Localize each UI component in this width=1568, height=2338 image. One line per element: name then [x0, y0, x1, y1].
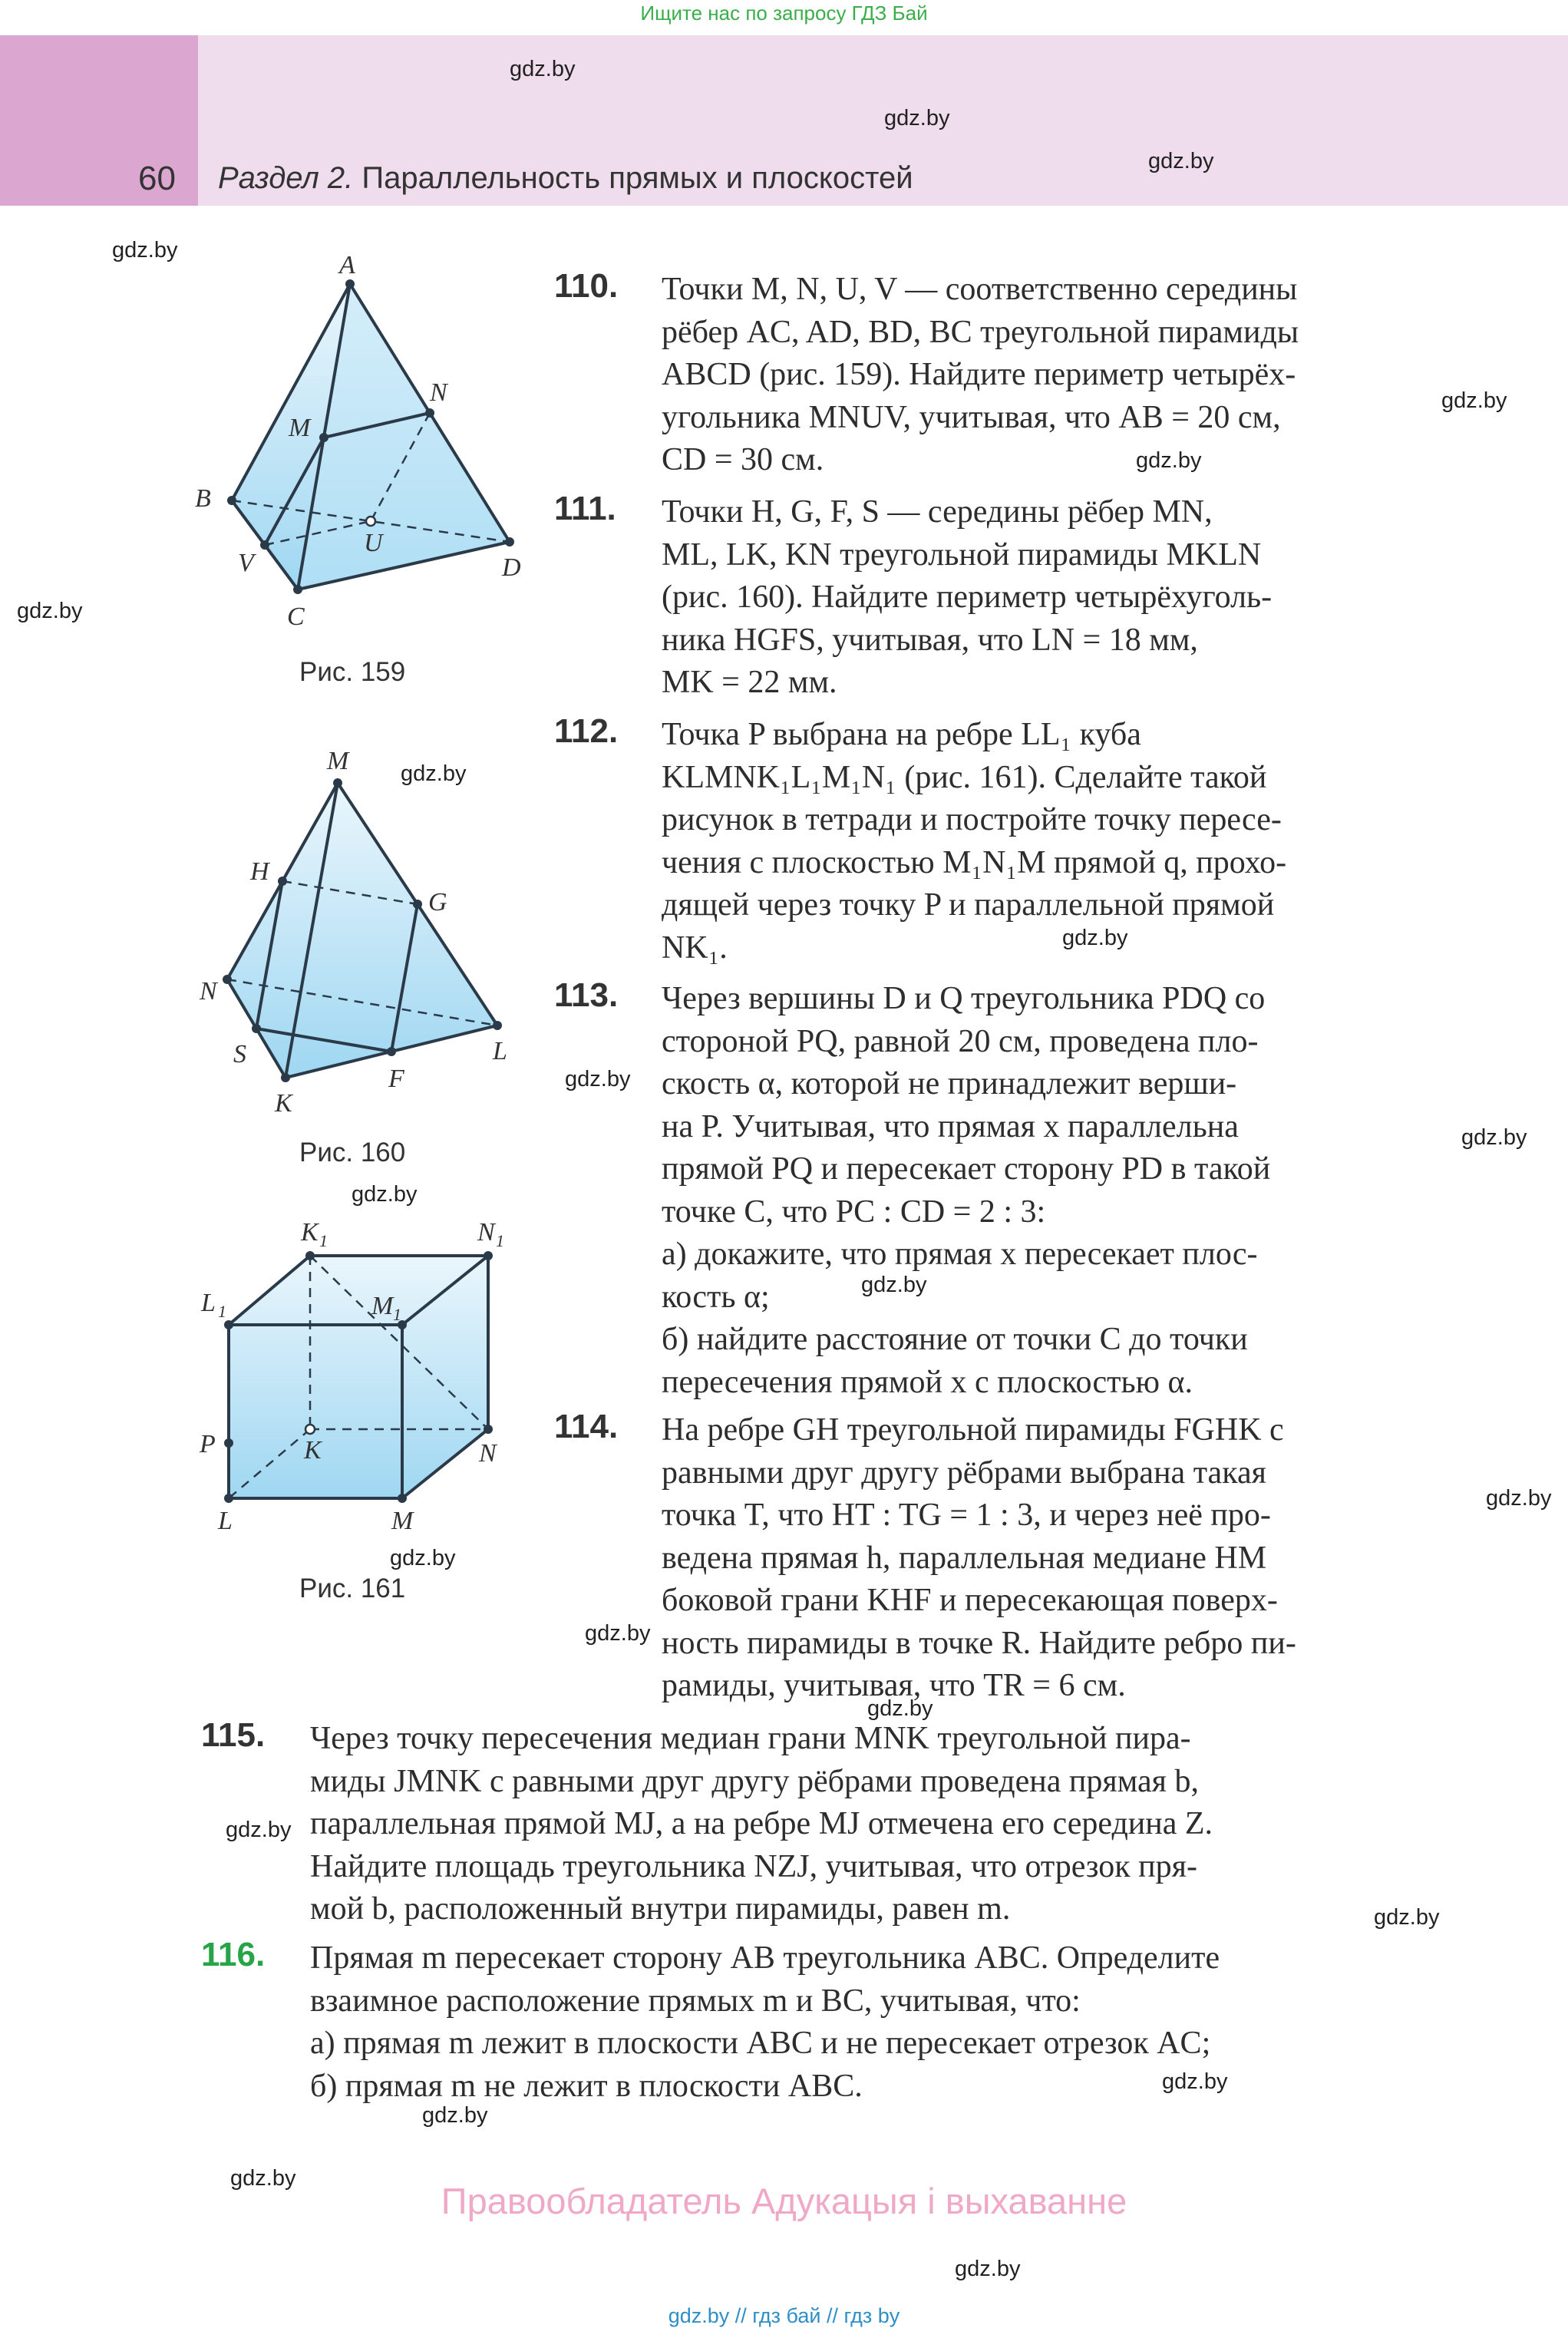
- vertex-label: S: [233, 1040, 246, 1068]
- problem-line: На ребре GH треугольной пирамиды FGHK с: [662, 1412, 1284, 1448]
- vertex-label: B: [195, 484, 211, 513]
- problem-line: б) прямая m не лежит в плоскости ABC.: [310, 2068, 863, 2104]
- vertex-label: N: [479, 1439, 497, 1468]
- problem-line: MK = 22 мм.: [662, 665, 837, 700]
- vertex-subscript: 1: [319, 1231, 328, 1250]
- problem-111-text: [662, 491, 1441, 705]
- problem-line: ника HGFS, учитывая, что LN = 18 мм,: [662, 622, 1198, 658]
- watermark: gdz.by: [861, 1273, 927, 1297]
- problem-line: на P. Учитывая, что прямая x параллельна: [662, 1108, 1239, 1144]
- figure-161: [184, 1213, 537, 1550]
- pyramid-mkln-diagram: [184, 729, 553, 1128]
- problem-line: чения с плоскостью M₁N₁M прямой q, прохо-: [662, 844, 1287, 880]
- vertex-label: V: [238, 549, 254, 577]
- vertex-label: N: [200, 977, 217, 1006]
- vertex-label: D: [502, 553, 521, 582]
- figure-160: [184, 729, 553, 1128]
- problem-line: параллельная прямой MJ, а на ребре MJ отмечена его середина Z.: [310, 1806, 1213, 1841]
- watermark: gdz.by: [17, 599, 83, 623]
- problem-114-text: [662, 1409, 1441, 1708]
- figure-159: [184, 246, 553, 645]
- vertex-subscript: 1: [496, 1231, 504, 1250]
- problem-line: CD = 30 см.: [662, 442, 824, 477]
- watermark: gdz.by: [112, 238, 178, 263]
- problem-line: равными друг другу рёбрами выбрана такая: [662, 1455, 1266, 1491]
- problem-line: б) найдите расстояние от точки C до точки: [662, 1322, 1248, 1357]
- problem-line: ведена прямая h, параллельная медиане HM: [662, 1540, 1267, 1576]
- watermark: gdz.by: [390, 1546, 456, 1570]
- watermark: gdz.by: [1374, 1905, 1440, 1930]
- cube-diagram: [184, 1213, 537, 1550]
- problem-line: ность пирамиды в точке R. Найдите ребро пи-: [662, 1625, 1296, 1661]
- vertex-label: M: [327, 747, 349, 775]
- problem-line: а) прямая m лежит в плоскости ABC и не пересекает отрезок AC;: [310, 2026, 1211, 2061]
- pyramid-abcd-diagram: [184, 246, 553, 645]
- problem-line: скость α, которой не принадлежит верши-: [662, 1066, 1237, 1101]
- problem-line: дящей через точку P и параллельной прямой: [662, 887, 1275, 923]
- vertex-label: M: [371, 1292, 394, 1320]
- watermark: gdz.by: [1461, 1125, 1527, 1150]
- problem-line: Найдите площадь треугольника NZJ, учитывая, что отрезок пря-: [310, 1848, 1197, 1884]
- section-name: Параллельность прямых и плоскостей: [361, 161, 913, 195]
- watermark: gdz.by: [1062, 926, 1128, 950]
- problem-number: 116.: [201, 1936, 266, 1973]
- problem-line: прямой PQ и пересекает сторону PD в такой: [662, 1151, 1271, 1187]
- top-note: Ищите нас по запросу ГДЗ Бай: [640, 2, 928, 25]
- copyright-notice: Правообладатель Адукацыя і выхаванне: [441, 2181, 1127, 2221]
- problem-line: кость α;: [662, 1279, 770, 1315]
- problem-number: 112.: [554, 712, 619, 750]
- problem-line: боковой грани KHF и пересекающая поверх-: [662, 1583, 1278, 1618]
- watermark: gdz.by: [510, 57, 576, 81]
- footer-links[interactable]: gdz.by // гдз бай // гдз by: [668, 2304, 900, 2327]
- problem-line: угольника MNUV, учитывая, что AB = 20 см,: [662, 399, 1281, 435]
- problem-line: точка T, что HT : TG = 1 : 3, и через неё про-: [662, 1498, 1271, 1533]
- vertex-subscript: 1: [218, 1302, 226, 1321]
- problem-number: 110.: [554, 267, 619, 305]
- problem-line: а) докажите, что прямая x пересекает плос-: [662, 1237, 1258, 1272]
- problem-116-text: [310, 1937, 1443, 2108]
- problem-line: Точки M, N, U, V — соответственно середины: [662, 272, 1298, 307]
- page-number: 60: [138, 160, 176, 197]
- problem-line: KLMNK₁L₁M₁N₁ (рис. 161). Сделайте такой: [662, 759, 1267, 795]
- watermark: gdz.by: [230, 2166, 296, 2191]
- vertex-label: G: [428, 888, 447, 916]
- problem-line: рамиды, учитывая, что TR = 6 см.: [662, 1668, 1126, 1703]
- vertex-label: U: [364, 529, 383, 557]
- problem-number: 115.: [201, 1716, 266, 1754]
- watermark: gdz.by: [226, 1818, 292, 1842]
- vertex-label: N: [477, 1218, 495, 1247]
- problem-line: Точка P выбрана на ребре LL₁ куба: [662, 717, 1141, 752]
- section-label: Раздел 2.: [218, 161, 354, 195]
- problem-112-text: [662, 714, 1441, 969]
- watermark: gdz.by: [585, 1621, 651, 1646]
- watermark: gdz.by: [884, 106, 950, 130]
- watermark: gdz.by: [565, 1067, 631, 1091]
- watermark: gdz.by: [1136, 448, 1202, 473]
- problem-line: Через точку пересечения медиан грани MNK треугольной пира-: [310, 1721, 1191, 1756]
- watermark: gdz.by: [1148, 149, 1214, 173]
- problem-line: стороной PQ, равной 20 см, проведена пло-: [662, 1023, 1259, 1059]
- problem-line: (рис. 160). Найдите периметр четырёхуголь-: [662, 580, 1273, 615]
- problem-110-text: [662, 269, 1441, 482]
- problem-line: ABCD (рис. 159). Найдите периметр четырёх-: [662, 357, 1296, 392]
- figure-caption: Рис. 159: [299, 657, 406, 687]
- vertex-label: K: [275, 1089, 292, 1118]
- vertex-label: M: [289, 414, 311, 442]
- problem-line: взаимное расположение прямых m и BC, учитывая, что:: [310, 1983, 1081, 2019]
- problem-line: Точки H, G, F, S — середины рёбер MN,: [662, 494, 1213, 530]
- vertex-label: K: [304, 1436, 322, 1465]
- section-title: [218, 161, 913, 196]
- problem-line: рисунок в тетради и постройте точку пересе-: [662, 802, 1282, 837]
- vertex-subscript: 1: [393, 1305, 401, 1324]
- figure-caption: Рис. 161: [299, 1574, 406, 1603]
- vertex-label: P: [200, 1430, 216, 1458]
- problem-line: рёбер AC, AD, BD, BC треугольной пирамиды: [662, 314, 1299, 350]
- problem-line: Через вершины D и Q треугольника PDQ со: [662, 981, 1266, 1016]
- problem-line: пересечения прямой x с плоскостью α.: [662, 1364, 1193, 1400]
- watermark: gdz.by: [352, 1182, 418, 1207]
- problem-line: NK₁.: [662, 930, 728, 966]
- vertex-label: F: [388, 1065, 404, 1093]
- pyramid-face: [227, 783, 497, 1078]
- problem-line: точке C, что PC : CD = 2 : 3:: [662, 1194, 1046, 1230]
- problem-113-text: [662, 978, 1441, 1404]
- watermark: gdz.by: [401, 761, 467, 786]
- vertex-label: A: [339, 251, 355, 279]
- problem-number: 114.: [554, 1408, 619, 1445]
- vertex-label: L: [493, 1037, 507, 1065]
- problem-115-text: [310, 1718, 1443, 1931]
- problem-number: 111.: [554, 490, 616, 527]
- watermark: gdz.by: [1162, 2069, 1228, 2094]
- watermark: gdz.by: [1486, 1486, 1552, 1511]
- vertex-label: N: [430, 378, 447, 407]
- problem-line: миды JMNK с равными друг другу рёбрами проведена прямая b,: [310, 1763, 1199, 1799]
- vertex-label: L: [218, 1507, 233, 1535]
- problem-line: Прямая m пересекает сторону AB треугольника ABC. Определите: [310, 1940, 1220, 1976]
- watermark: gdz.by: [422, 2103, 488, 2128]
- figure-caption: Рис. 160: [299, 1138, 406, 1167]
- problem-line: мой b, расположенный внутри пирамиды, равен m.: [310, 1891, 1011, 1927]
- vertex-label: C: [287, 603, 305, 631]
- vertex-label: K: [301, 1218, 319, 1247]
- vertex-label: H: [250, 857, 269, 886]
- problem-number: 113.: [554, 976, 619, 1014]
- watermark: gdz.by: [867, 1696, 933, 1721]
- vertex-label: L: [201, 1289, 216, 1317]
- vertex-label: M: [391, 1507, 414, 1535]
- watermark: gdz.by: [1441, 388, 1507, 413]
- problem-line: ML, LK, KN треугольной пирамиды MKLN: [662, 537, 1262, 573]
- watermark: gdz.by: [955, 2257, 1021, 2281]
